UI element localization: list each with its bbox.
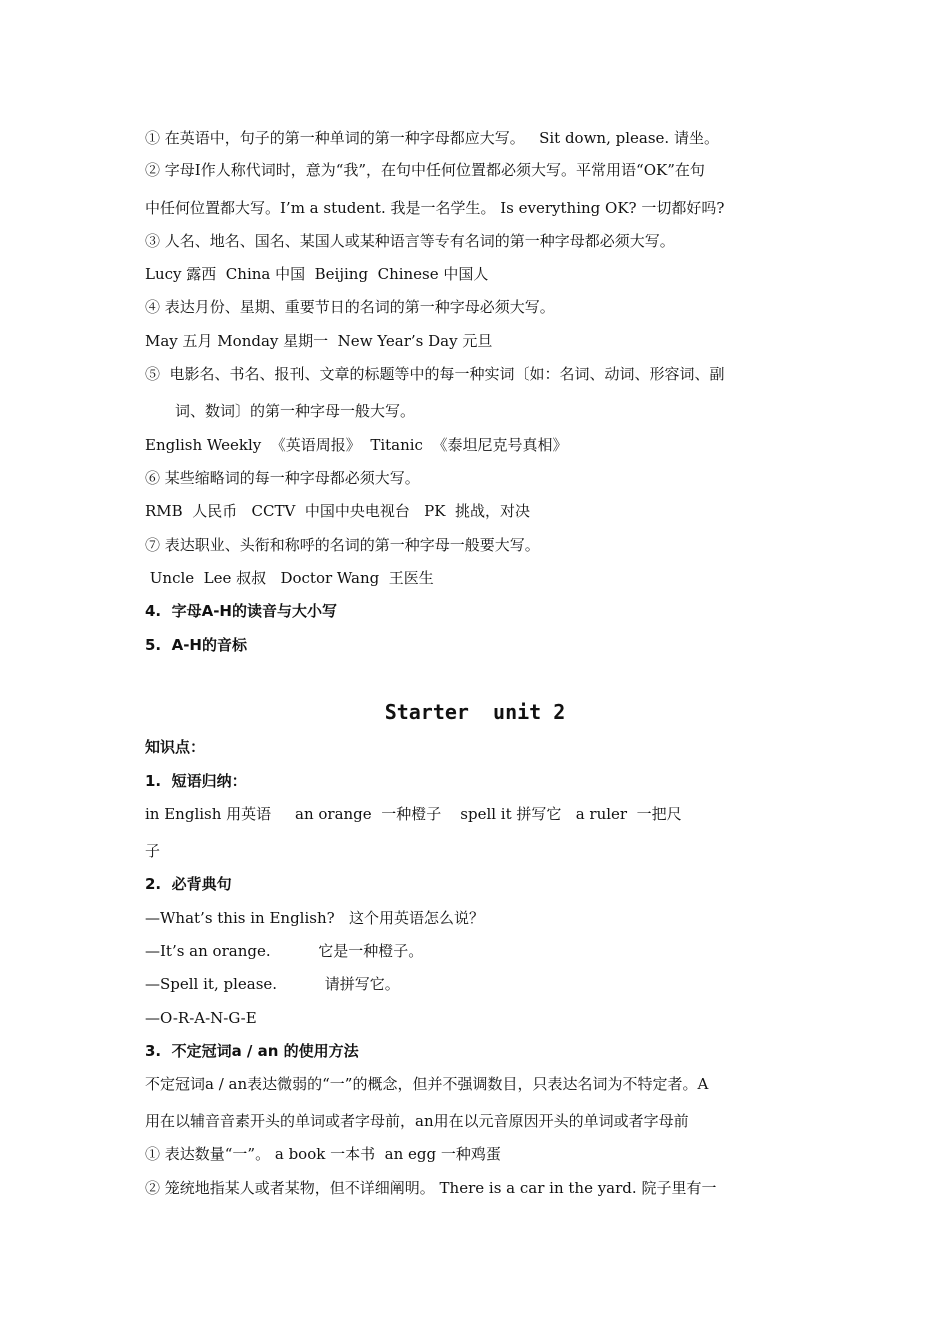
- rule-5: ⑤ 电影名、书名、报刊、文章的标题等中的每一种实词〔如：名词、动词、形容词、副: [145, 365, 725, 383]
- rule-5-example: English Weekly 《英语周报》 Titanic 《泰坦尼克号真相》: [145, 436, 568, 454]
- rule-1: ① 在英语中，句子的第一种单词的第一种字母都应大写。 Sit down, please. 请坐。: [145, 129, 719, 147]
- phrases-heading: 1. 短语归纳：: [145, 772, 247, 790]
- articles-line-3: ① 表达数量“一”。 a book 一本书 an egg 一种鸡蛋: [145, 1145, 501, 1163]
- rule-2: ② 字母I作人称代词时，意为“我”，在句中任何位置都必须大写。平常用语“OK”在句: [145, 161, 705, 179]
- section-4-heading: 4. 字母A-H的读音与大小写: [145, 602, 337, 620]
- rule-6: ⑥ 某些缩略词的每一种字母都必须大写。: [145, 469, 420, 487]
- phrases-line-1: in English 用英语 an orange 一种橙子 spell it 拼写它 a ruler 一把尺: [145, 805, 682, 823]
- rule-3: ③ 人名、地名、国名、某国人或某种语言等专有名词的第一种字母都必须大写。: [145, 232, 675, 250]
- sentence-4: —O-R-A-N-G-E: [145, 1009, 257, 1027]
- rule-2-cont: 中任何位置都大写。I’m a student. 我是一名学生。 Is everything OK? 一切都好吗?: [145, 199, 725, 217]
- sentence-3: —Spell it, please. 请拼写它。: [145, 975, 400, 993]
- rule-7-example: Uncle Lee 叔叔 Doctor Wang 王医生: [145, 569, 434, 587]
- rule-7: ⑦ 表达职业、头衔和称呼的名词的第一种字母一般要大写。: [145, 536, 540, 554]
- articles-line-1: 不定冠词a / an表达微弱的“一”的概念，但并不强调数目，只表达名词为不特定者。A: [145, 1075, 709, 1093]
- sentence-1: —What’s this in English? 这个用英语怎么说？: [145, 909, 484, 927]
- articles-heading: 3. 不定冠词a / an 的使用方法: [145, 1042, 359, 1060]
- phrases-line-2: 子: [145, 842, 161, 860]
- sentence-2: —It’s an orange. 它是一种橙子。: [145, 942, 424, 960]
- unit-title: Starter unit 2: [384, 700, 566, 724]
- rule-6-example: RMB 人民币 CCTV 中国中央电视台 PK 挑战，对决: [145, 502, 530, 520]
- articles-line-2: 用在以辅音音素开头的单词或者字母前，an用在以元音原因开头的单词或者字母前: [145, 1112, 689, 1130]
- articles-line-4: ② 笼统地指某人或者某物，但不详细阐明。 There is a car in the yard. 院子里有一: [145, 1179, 717, 1197]
- rule-5-cont: 词、数词〕的第一种字母一般大写。: [175, 402, 416, 420]
- sentences-heading: 2. 必背典句: [145, 875, 232, 893]
- rule-4-example: May 五月 Monday 星期一 New Year’s Day 元旦: [145, 332, 493, 350]
- rule-4: ④ 表达月份、星期、重要节日的名词的第一种字母必须大写。: [145, 298, 555, 316]
- rule-3-example: Lucy 露西 China 中国 Beijing Chinese 中国人: [145, 265, 489, 283]
- section-5-heading: 5. A-H的音标: [145, 636, 247, 654]
- knowledge-label: 知识点：: [145, 738, 206, 756]
